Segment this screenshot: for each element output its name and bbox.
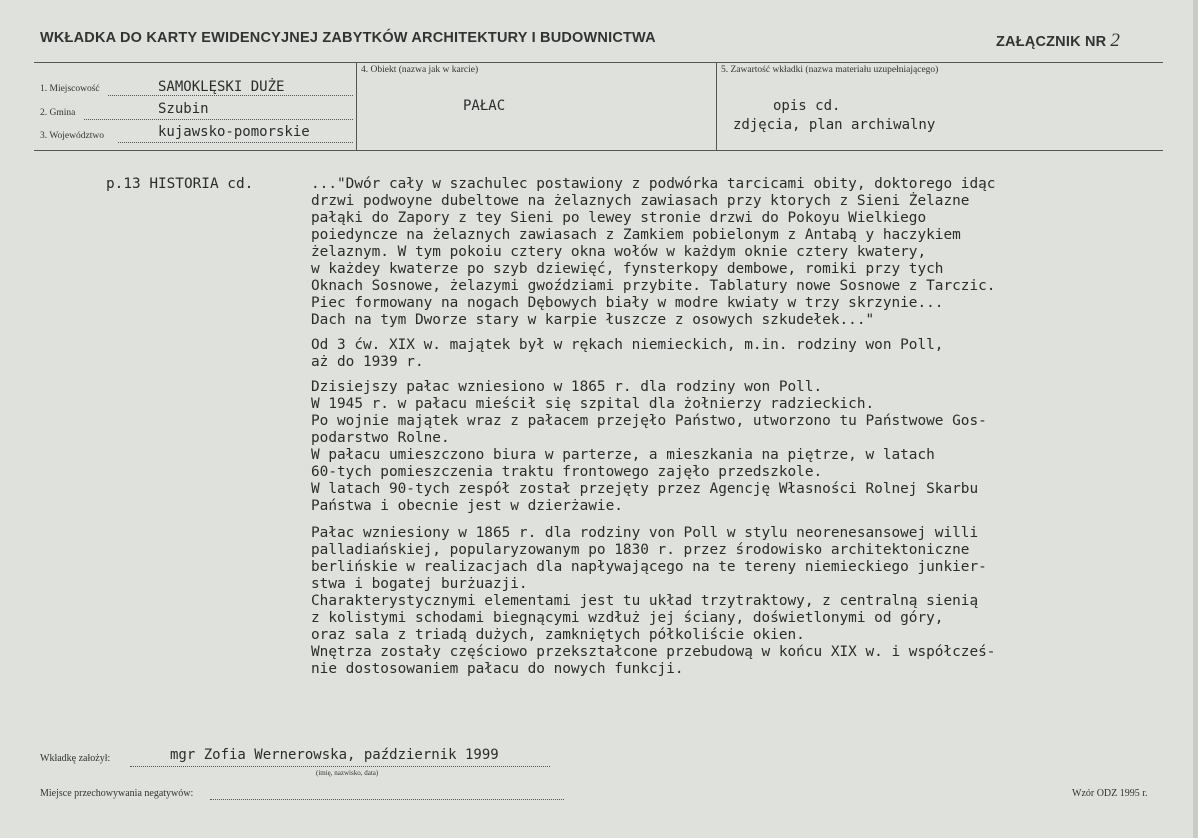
paragraph-architecture: Pałac wzniesiony w 1865 r. dla rodziny von Poll w stylu neorenesansowej willi palladiańskiej, popularyzowanym po 1830 r. przez środowisko architektoniczne berlińskie w realizacjach dla napływającego na te tereny niemieckiego junkier- stwa i bogatej burżuazji. Charakterystycznymi elementami jest tu układ trzytraktowy, z centralną sienią z kolistymi schodami biegnącymi wzdłuż jej ściany, doświetlonymi od góry, oraz sala z triadą dużych, zamkniętych półkoliście okien. Wnętrza zostały częściowo przekształcone przebudową w końcu XIX w. i współcześ- nie dostosowaniem pałacu do nowych funkcji. [311, 525, 996, 677]
author-value: mgr Zofia Wernerowska, październik 1999 [170, 747, 499, 763]
form-model: Wzór ODZ 1995 r. [1072, 788, 1148, 799]
negatives-line [210, 799, 564, 800]
paragraph-ownership: Od 3 ćw. XIX w. majątek był w rękach niemieckich, m.in. rodziny won Poll, aż do 1939 r. [311, 337, 944, 370]
field-locality-line [108, 95, 353, 96]
field-voivodeship-line [118, 142, 353, 143]
field-voivodeship-value: kujawsko-pomorskie [158, 124, 310, 140]
field-voivodeship-label: 3. Województwo [40, 131, 104, 141]
form-bottom-rule [34, 150, 1163, 151]
field-locality-value: SAMOKLĘSKI DUŻE [158, 79, 285, 95]
form-title: WKŁADKA DO KARTY EWIDENCYJNEJ ZABYTKÓW ARCHITEKTURY I BUDOWNICTWA [40, 30, 656, 46]
author-line [130, 766, 550, 767]
field-contents-line-2: zdjęcia, plan archiwalny [733, 117, 936, 133]
field-contents-line-1: opis cd. [773, 98, 841, 114]
section-heading: p.13 HISTORIA cd. [106, 176, 254, 192]
negatives-label: Miejsce przechowywania negatywów: [40, 788, 194, 799]
field-object-value: PAŁAC [463, 98, 506, 114]
field-commune-value: Szubin [158, 101, 209, 117]
author-label: Wkładkę założył: [40, 753, 111, 764]
field-contents-label: 5. Zawartość wkładki (nazwa materiału uzupełniającego) [721, 65, 939, 75]
paragraph-quote: ..."Dwór cały w szachulec postawiony z podwórka tarcicami obity, doktorego idąc drzwi podwoyne dubeltowe na żelaznych zawiasach przy ktorych z Sieni Żelazne pałąki do Zapory z tey Sieni po lewey stronie drzwi do Pokoyu Wielkiego poiedyncze na żelaznych zawiasach z Zamkiem pobielonym z Antabą y haczykiem żelaznym. W tym pokoiu cztery okna wołów w każdym oknie cztery kwatery, w każdey kwaterze po szyb dziewięć, fynsterkopy dembowe, romiki przy tych Oknach Sosnowe, żelazymi gwoździami przybite. Tablatury nowe Sosnowe z Tarczic. Piec formowany na nogach Dębowych biały w modre kwiaty w trzy skrzynie... Dach na tym Dworze stary w karpie łuszcze z osowych szkudełek..." [311, 176, 996, 328]
sheet-edge [1193, 0, 1198, 838]
form-divider-1 [356, 62, 357, 150]
attachment-label-text: ZAŁĄCZNIK NR [996, 34, 1107, 50]
field-object-label: 4. Obiekt (nazwa jak w karcie) [361, 65, 479, 75]
author-hint: (imię, nazwisko, data) [316, 769, 379, 777]
attachment-number: 2 [1110, 30, 1121, 51]
attachment-label [996, 30, 1120, 52]
form-top-rule [34, 62, 1163, 63]
form-divider-2 [716, 62, 717, 150]
field-locality-label: 1. Miejscowość [40, 84, 100, 94]
field-commune-label: 2. Gmina [40, 108, 76, 118]
paragraph-history: Dzisiejszy pałac wzniesiono w 1865 r. dla rodziny won Poll. W 1945 r. w pałacu mieścił się szpital dla żołnierzy radzieckich. Po wojnie majątek wraz z pałacem przejęło Państwo, utworzono tu Państwowe Gos- podarstwo Rolne. W pałacu umieszczono biura w parterze, a mieszkania na piętrze, w latach 60-tych pomieszczenia traktu frontowego zajęło przedszkole. W latach 90-tych zespół został przejęty przez Agencję Własności Rolnej Skarbu Państwa i obecnie jest w dzierżawie. [311, 379, 987, 514]
field-commune-line [84, 119, 353, 120]
